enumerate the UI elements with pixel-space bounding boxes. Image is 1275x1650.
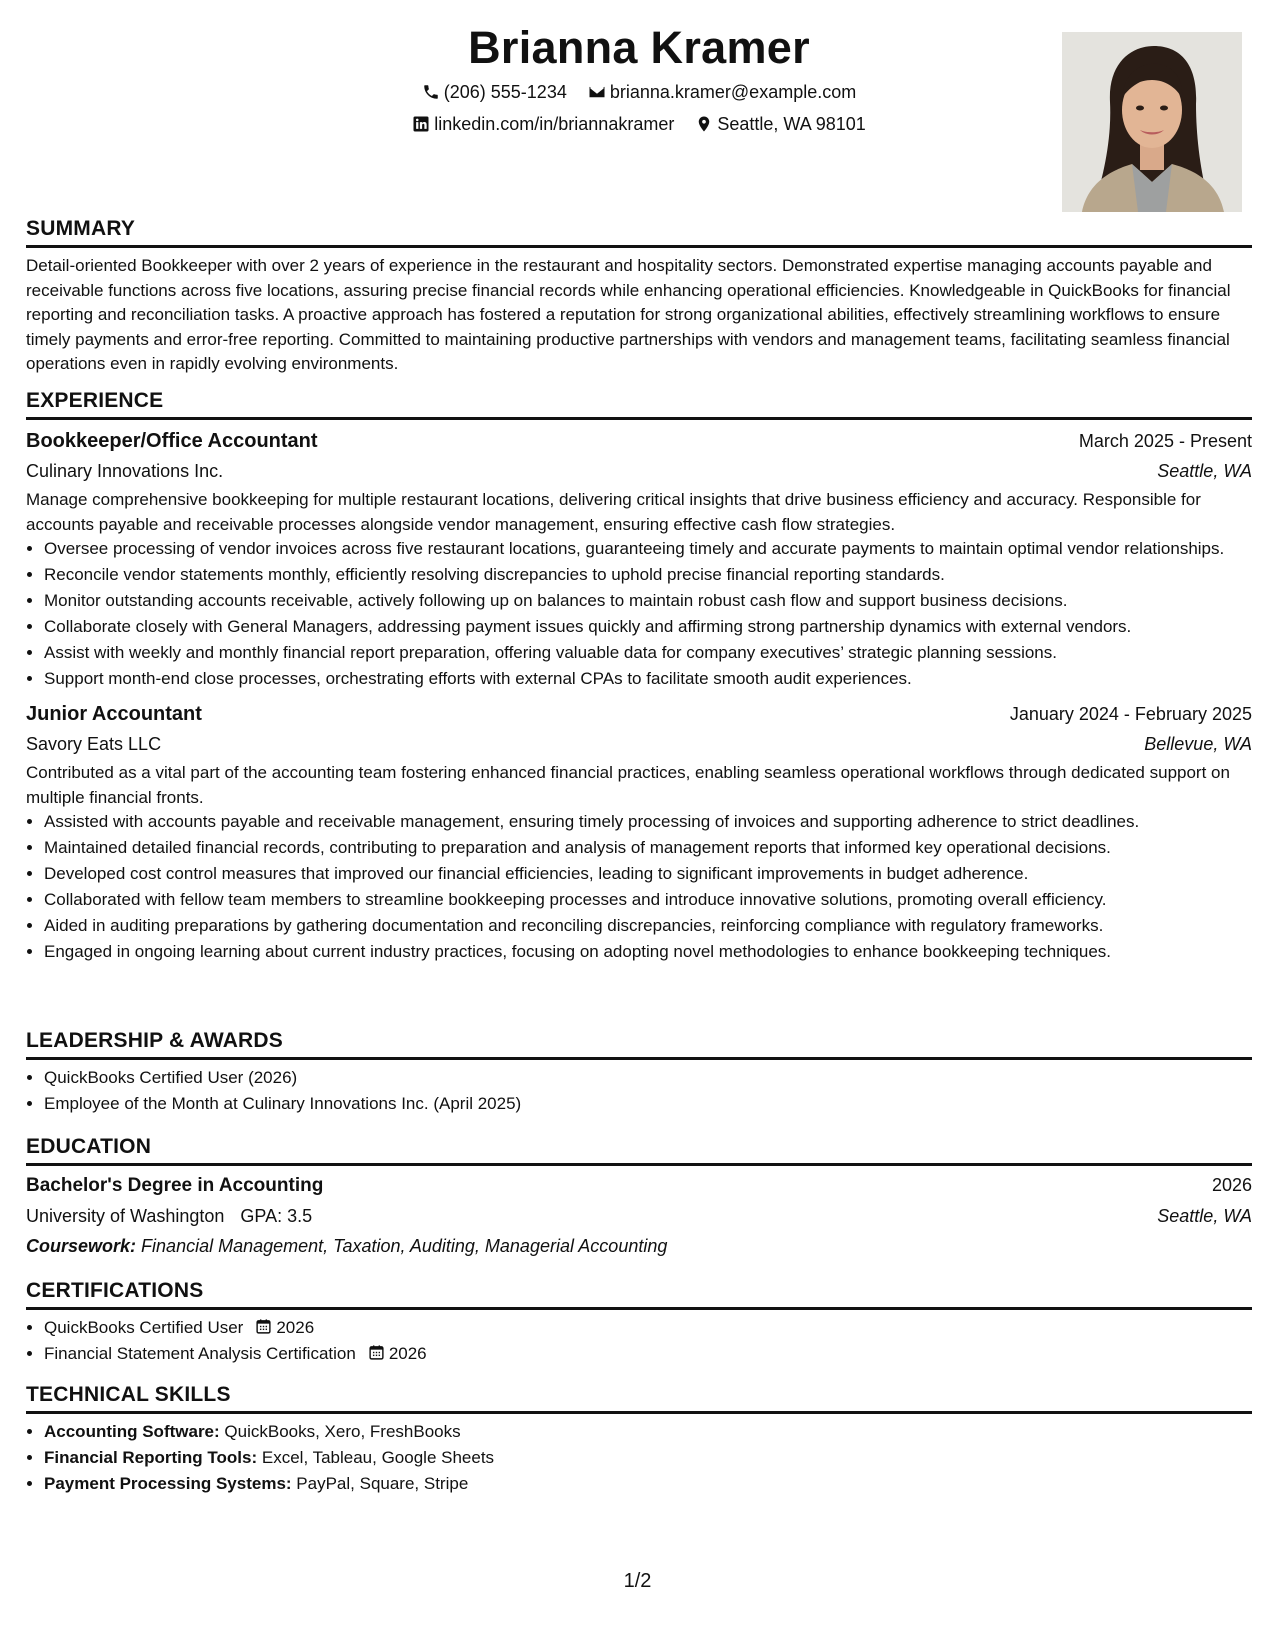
- summary-heading: SUMMARY: [26, 216, 1252, 248]
- phone-text: (206) 555-1234: [443, 82, 567, 102]
- linkedin-icon: [412, 115, 430, 133]
- coursework-label: Coursework:: [26, 1236, 137, 1256]
- resume-header: [26, 20, 1252, 220]
- certifications-list: [26, 1316, 1252, 1366]
- awards-heading: LEADERSHIP & AWARDS: [26, 1028, 1252, 1060]
- linkedin-contact[interactable]: [412, 112, 674, 136]
- certification-year: 2026: [388, 1344, 427, 1363]
- graduation-year: 2026: [1211, 1175, 1252, 1195]
- location-contact: [695, 112, 865, 136]
- gpa: GPA: 3.5: [240, 1206, 313, 1226]
- certifications-heading: CERTIFICATIONS: [26, 1278, 1252, 1310]
- education-heading: EDUCATION: [26, 1134, 1252, 1166]
- list-item: • Engaged in ongoing learning about current industry practices, focusing on adopting novel methodologies to enhance bookkeeping techniques.: [44, 940, 1252, 964]
- coursework-text: Financial Management, Taxation, Auditing, Managerial Accounting: [141, 1236, 668, 1256]
- list-item: [44, 1342, 1252, 1366]
- skill-value: PayPal, Square, Stripe: [296, 1474, 469, 1493]
- job-description: Manage comprehensive bookkeeping for multiple restaurant locations, delivering critical insights that drive business efficiency and accuracy. Responsible for accounts payable and receivable processes alongside vendor management, ensuring effective cash flow strategies.: [26, 490, 1201, 534]
- certification-name: Financial Statement Analysis Certification: [44, 1344, 356, 1363]
- job-dates: March 2025 - Present: [1078, 431, 1252, 451]
- phone-icon: [422, 83, 440, 101]
- job-location: Bellevue, WA: [1144, 734, 1252, 754]
- skill-label: Accounting Software:: [44, 1422, 220, 1441]
- job-entry: [26, 699, 1252, 964]
- coursework: [26, 1231, 1252, 1261]
- job-title: Junior Accountant: [26, 703, 202, 725]
- job-dates: January 2024 - February 2025: [1009, 704, 1252, 724]
- company-name: Savory Eats LLC: [26, 734, 162, 754]
- job-title: Bookkeeper/Office Accountant: [26, 430, 318, 452]
- email-text[interactable]: brianna.kramer@example.com: [609, 82, 857, 102]
- email-contact[interactable]: [588, 80, 856, 104]
- degree-title: Bachelor's Degree in Accounting: [26, 1175, 324, 1196]
- summary-section: [26, 216, 1252, 377]
- phone-contact: [422, 80, 567, 104]
- job-location: Seattle, WA: [1157, 461, 1252, 481]
- skills-list: [26, 1420, 1252, 1496]
- skills-section: [26, 1382, 1252, 1498]
- education-section: [26, 1134, 1252, 1261]
- job-description: Contributed as a vital part of the accounting team fostering enhanced financial practices, enabling seamless operational workflows through dedicated support on multiple financial fronts.: [26, 763, 1230, 807]
- envelope-icon: [588, 83, 606, 101]
- list-item: • Employee of the Month at Culinary Innovations Inc. (April 2025): [44, 1092, 1252, 1116]
- list-item: • QuickBooks Certified User (2026): [44, 1066, 1252, 1090]
- list-item: • Monitor outstanding accounts receivable, actively following up on balances to maintain robust cash flow and support business decisions.: [44, 589, 1252, 613]
- calendar-icon: [255, 1318, 272, 1335]
- list-item: • Support month-end close processes, orchestrating efforts with external CPAs to facilitate smooth audit experiences.: [44, 667, 1252, 691]
- candidate-name: Brianna Kramer: [468, 22, 810, 73]
- skills-heading: TECHNICAL SKILLS: [26, 1382, 1252, 1414]
- awards-section: [26, 1028, 1252, 1118]
- list-item: • Developed cost control measures that improved our financial efficiencies, leading to significant improvements in budget adherence.: [44, 862, 1252, 886]
- list-item: • Assist with weekly and monthly financial report preparation, offering valuable data for company executives’ strategic planning sessions.: [44, 641, 1252, 665]
- awards-list: [26, 1066, 1252, 1116]
- list-item: [44, 1472, 1252, 1496]
- list-item: • Collaborated with fellow team members to streamline bookkeeping processes and introduce innovative solutions, promoting overall efficiency.: [44, 888, 1252, 912]
- list-item: • Maintained detailed financial records, contributing to preparation and analysis of management reports that informed key operational decisions.: [44, 836, 1252, 860]
- company-name: Culinary Innovations Inc.: [26, 461, 224, 481]
- job-bullets: [26, 537, 1252, 691]
- experience-section: [26, 388, 1252, 966]
- skill-label: Financial Reporting Tools:: [44, 1448, 258, 1467]
- list-item: [44, 1446, 1252, 1470]
- job-entry: [26, 426, 1252, 691]
- summary-text: Detail-oriented Bookkeeper with over 2 years of experience in the restaurant and hospitality sectors. Demonstrated expertise managing accounts payable and receivable functions across five locations, assuring precise financial records while enhancing operational efficiencies. Knowledgeable in QuickBooks for financial reporting and reconciliation tasks. A proactive approach has fostered a reputation for strong organizational abilities, effectively streamlining workflows to ensure timely payments and error-free reporting. Committed to maintaining productive partnerships with vendors and management teams, facilitating seamless financial operations even in rapidly evolving environments.: [26, 256, 1231, 373]
- list-item: • Collaborate closely with General Managers, addressing payment issues quickly and affirming strong partnership dynamics with external vendors.: [44, 615, 1252, 639]
- experience-heading: EXPERIENCE: [26, 388, 1252, 420]
- skill-label: Payment Processing Systems:: [44, 1474, 292, 1493]
- list-item: • Aided in auditing preparations by gathering documentation and reconciling discrepancies, reinforcing compliance with regulatory frameworks.: [44, 914, 1252, 938]
- list-item: • Reconcile vendor statements monthly, efficiently resolving discrepancies to uphold precise financial reporting standards.: [44, 563, 1252, 587]
- certifications-section: [26, 1278, 1252, 1368]
- resume-page: [26, 0, 1252, 1650]
- certification-year: 2026: [276, 1318, 315, 1337]
- list-item: • Assisted with accounts payable and receivable management, ensuring timely processing of invoices and supporting adherence to strict deadlines.: [44, 810, 1252, 834]
- calendar-icon: [368, 1344, 385, 1361]
- page-number: 1/2: [623, 1570, 652, 1592]
- school-location: Seattle, WA: [1157, 1206, 1252, 1226]
- map-pin-icon: [695, 115, 713, 133]
- skill-value: Excel, Tableau, Google Sheets: [261, 1448, 495, 1467]
- certification-name: QuickBooks Certified User: [44, 1318, 244, 1337]
- list-item: [44, 1316, 1252, 1340]
- school-name: University of Washington: [26, 1206, 225, 1226]
- list-item: • Oversee processing of vendor invoices across five restaurant locations, guaranteeing timely and accurate payments to maintain optimal vendor relationships.: [44, 537, 1252, 561]
- profile-photo: [1062, 32, 1242, 212]
- list-item: [44, 1420, 1252, 1444]
- skill-value: QuickBooks, Xero, FreshBooks: [224, 1422, 461, 1441]
- portrait-image: [1062, 32, 1242, 212]
- location-text: Seattle, WA 98101: [717, 114, 866, 134]
- linkedin-text[interactable]: linkedin.com/in/briannakramer: [434, 114, 675, 134]
- job-bullets: [26, 810, 1252, 964]
